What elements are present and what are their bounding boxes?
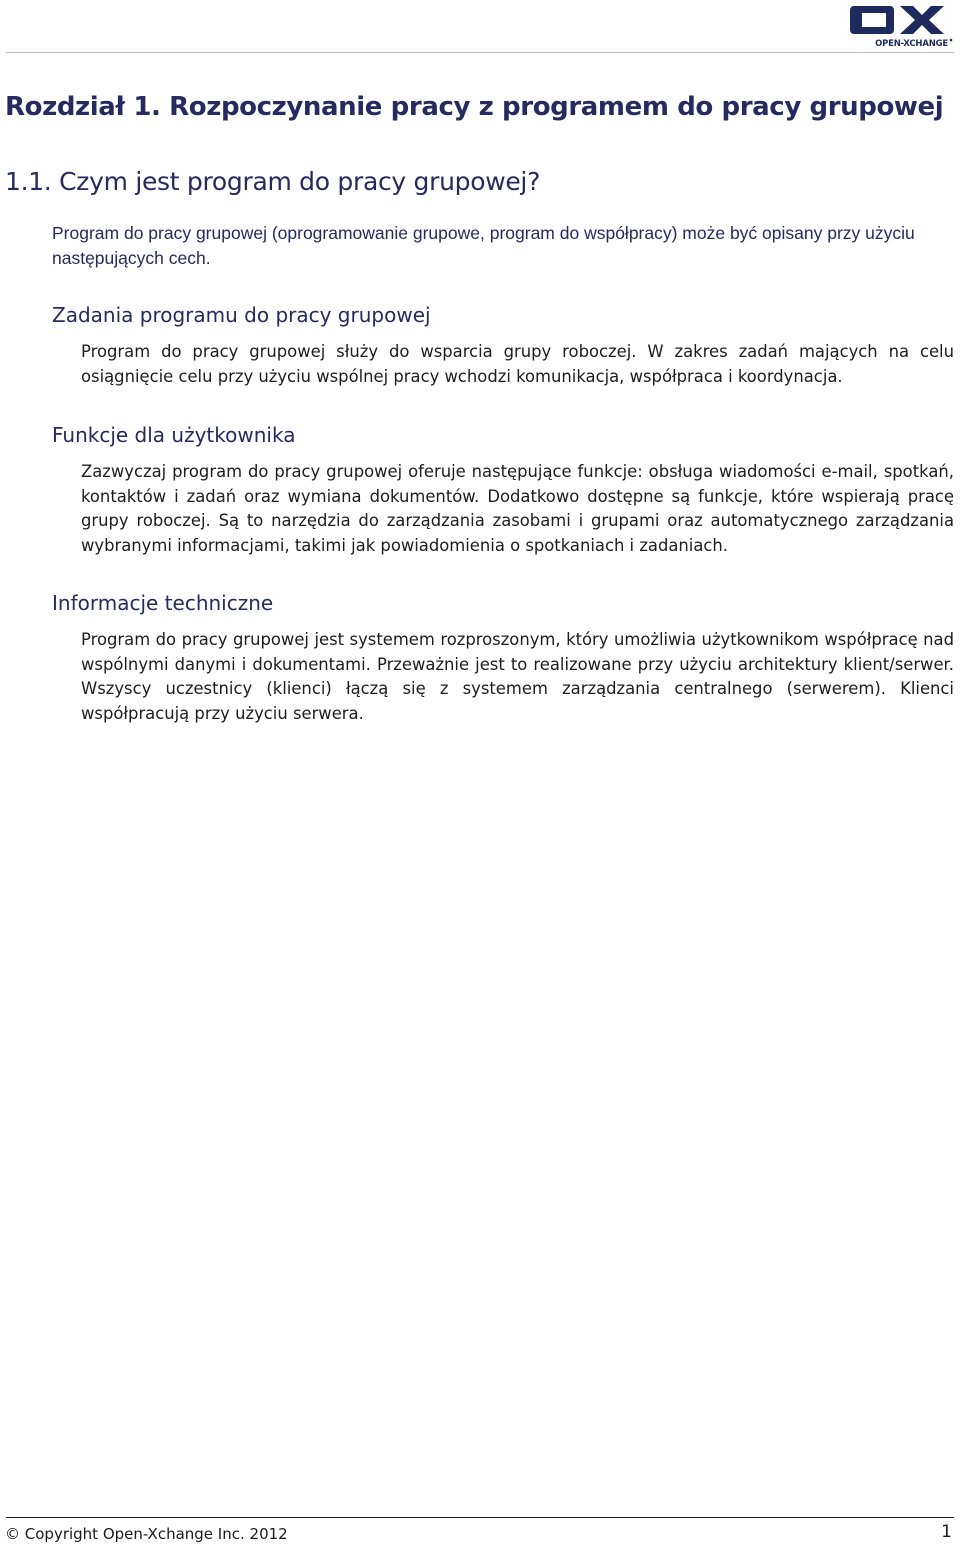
subsection-heading-user-functions: Funkcje dla użytkownika: [52, 423, 296, 447]
section-title: 1.1. Czym jest program do pracy grupowej?: [5, 167, 541, 196]
footer-rule: [6, 1517, 954, 1518]
svg-text:OPEN-XCHANGE: OPEN-XCHANGE: [875, 39, 948, 49]
chapter-title: Rozdział 1. Rozpoczynanie pracy z programem do pracy grupowej: [5, 92, 944, 122]
page-number: 1: [941, 1522, 952, 1542]
header-rule: [6, 52, 954, 53]
open-xchange-logo: [850, 0, 954, 50]
section-intro: Program do pracy grupowej (oprogramowanie grupowe, program do współpracy) może być opisany przy użyciu następujących cech.: [52, 223, 915, 268]
subsection-body-technical-info: Program do pracy grupowej jest systemem rozproszonym, który umożliwia użytkownikom współpracę nad wspólnymi danymi i dokumentami. Przeważnie jest to realizowane przy użyciu architektury klient/serwer. Wszyscy uczestnicy (klienci) łączą się z systemem zarządzania centralnego (serwerem). Klienci współpracują przy użyciu serwera.: [81, 630, 954, 723]
subsection-heading-technical-info: Informacje techniczne: [52, 591, 274, 615]
footer-copyright: © Copyright Open-Xchange Inc. 2012: [5, 1525, 288, 1543]
subsection-body-user-functions: Zazwyczaj program do pracy grupowej oferuje następujące funkcje: obsługa wiadomości e-mail, spotkań, kontaktów i zadań oraz wymiana dokumentów. Dodatkowo dostępne są funkcje, które wspierają pracę grupy roboczej. Są to narzędzia do zarządzania zasobami i grupami oraz automatycznego zarządzania wybranymi informacjami, takimi jak powiadomienia o spotkaniach i zadaniach.: [81, 462, 954, 555]
subsection-heading-tasks: Zadania programu do pracy grupowej: [52, 303, 431, 327]
page-header: [0, 0, 960, 56]
subsection-body-tasks: Program do pracy grupowej służy do wsparcia grupy roboczej. W zakres zadań mających na celu osiągnięcie celu przy użyciu wspólnej pracy wchodzi komunikacja, współpraca i koordynacja.: [81, 342, 954, 386]
